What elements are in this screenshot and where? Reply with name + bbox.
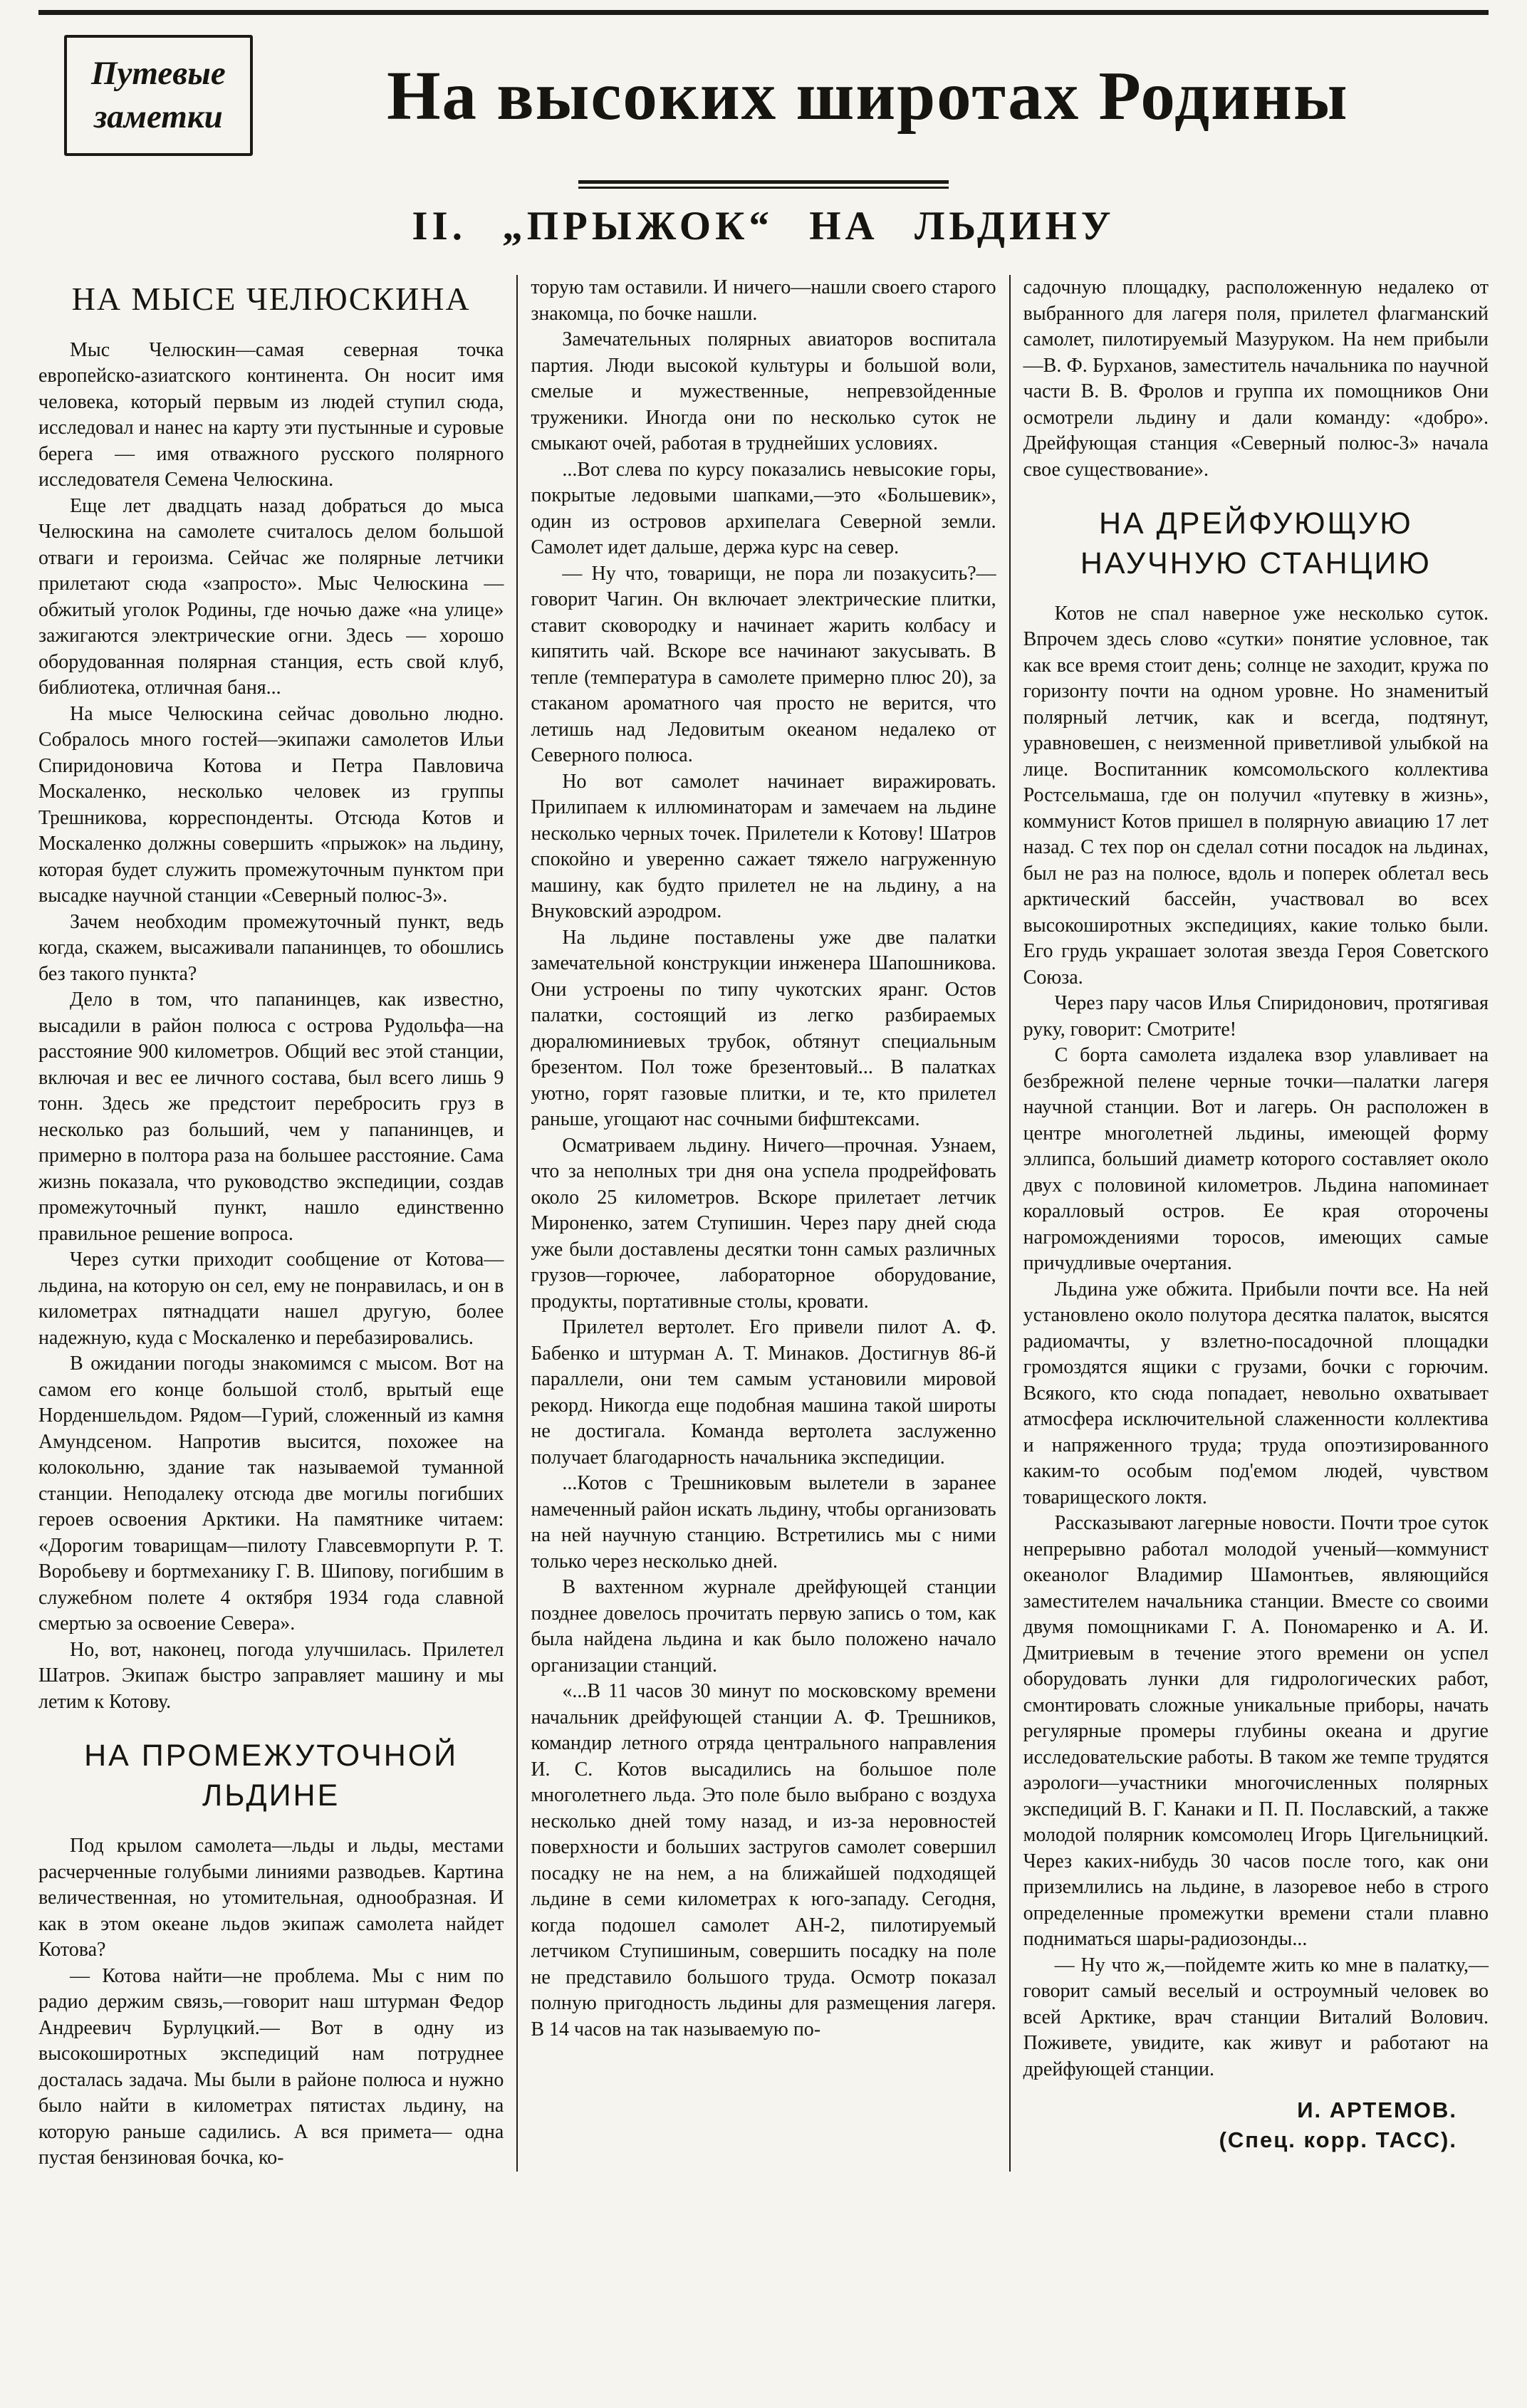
paragraph: — Ну что ж,—пойдемте жить ко мне в палатку,—говорит самый веселый и остроумный человек во всей Арктике, врач станции Виталий Волович. Поживете, увидите, как живут и работают на дрейфующей станции. [1023, 1954, 1489, 2080]
byline: И. АРТЕМОВ. [1297, 2097, 1457, 2123]
article-title: На высоких широтах Родины [387, 57, 1349, 134]
paragraph: садочную площадку, расположенную недалеко от выбранного для лагеря поля, прилетел флагманский самолет, пилотируемый Мазуруком. На нем прибыли—В. Ф. Бурханов, заместитель начальника по научной части В. В. Фролов и группа их помощников Они осмотрели льдину и дали команду: «добро». Дрейфующая станция «Северный полюс-3» начала свое существование». [1023, 276, 1489, 481]
paragraph: Через сутки приходит сообщение от Котова—льдина, на которую он сел, ему не понравилась, и он в километрах пятнадцати нашел другую, более надежную, куда с Москаленко и перебазировались. [38, 1249, 504, 1349]
paragraph: — Котова найти—не проблема. Мы с ним по радио держим связь,—говорит наш штурман Федор Андреевич Бурлуцкий.— Вот в одну из высокоширотных экспедиций нам потруднее досталась задача. Мы были в районе полюса и нужно было найти в километрах пятистах льдину, на которую раньше садились. А вся примета— одна пустая бензиновая бочка, ко- [38, 1964, 504, 2169]
paragraph: Зачем необходим промежуточный пункт, ведь когда, скажем, высаживали папанинцев, то обошлись без такого пункта? [38, 910, 504, 985]
paragraph: На льдине поставлены уже две палатки замечательной конструкции инженера Шапошникова. Они устроены по типу чукотских яранг. Остов палатки, состоящий из легко разбираемых дюралюминиевых трубок, обтянут специальным брезентом. Пол тоже брезентовый... В палатках уютно, горят газовые плитки, и те, кто прилетел раньше, угощают нас сочными бифштексами. [531, 926, 996, 1131]
kicker-line: заметки [93, 98, 223, 136]
paragraph: Но, вот, наконец, погода улучшилась. Прилетел Шатров. Экипаж быстро заправляет машину и мы летим к Котову. [38, 1638, 504, 1713]
paragraph: В вахтенном журнале дрейфующей станции позднее довелось прочитать первую запись о том, как была найдена льдина и как было положено начало организации станций. [531, 1576, 996, 1677]
paragraph: С борта самолета издалека взор улавливает на безбрежной пелене черные точки—палатки лагеря научной станции. Вот и лагерь. Он расположен в центре многолетней льдины, имеющей форму эллипса, больший диаметр которого составляет около двух с половиной километров. Льдина напоминает коралловый остров. Ее края оторочены нагромождениями торосов, имеющих самые причудливые очертания. [1023, 1044, 1489, 1275]
paragraph: В ожидании погоды знакомимся с мысом. Вот на самом его конце большой столб, врытый еще Норденшельдом. Рядом—Гурий, сложенный из камня Амундсеном. Напротив высится, похожее на колокольню, здание так называемой туманной станции. Неподалеку отсюда две могилы погибших героев освоения Арктики. На памятнике читаем: «Дорогим товарищам—пилоту Главсевморпути Р. Т. Воробьеву и бортмеханику Г. В. Шипову, погибшим в служебном полете 4 октября 1934 года славной смертью за освоение Севера». [38, 1352, 504, 1635]
column-1 [37, 275, 516, 2172]
paragraph: Рассказывают лагерные новости. Почти трое суток непрерывно работал молодой ученый—коммунист океанолог Владимир Шамонтьев, являющийся заместителем начальника станции. Вместе со своими двумя помощниками Г. А. Пономаренко и А. И. Дмитриевым в течение этого времени он успел оборудовать лунки для гидрологических работ, смонтировать сложные уникальные приборы, начать регулярные промеры глубины океана и другие исследовательские работы. В таком же темпе трудятся аэрологи—участники многочисленных полярных экспедиций В. Г. Канаки и П. П. Пославский, а также молодой полярник комсомолец Игорь Цигельницкий. Через каких-нибудь 30 часов после того, как они приземлились на льдине, в лазоревое небо в строго определенные промежутки времени стали плавно подниматься шары-радиозонды... [1023, 1512, 1489, 1951]
paragraph: Прилетел вертолет. Его привели пилот А. Ф. Бабенко и штурман А. Т. Минаков. Достигнув 86-й параллели, они тем самым установили мировой рекорд. Никогда еще подобная машина такой широты не достигала. Команда вертолета заслуженно получает благодарность начальника экспедиции. [531, 1316, 996, 1469]
paragraph: Замечательных полярных авиаторов воспитала партия. Люди высокой культуры и большой воли, смелые и мужественные, непревзойденные труженики. Иногда они по несколько суток не смыкают очей, работая в труднейших условиях. [531, 328, 996, 455]
column-2 [516, 275, 1009, 2172]
paragraph: торую там оставили. И ничего—нашли своего старого знакомца, по бочке нашли. [531, 276, 996, 325]
section-heading: НА ПРОМЕЖУТОЧНОЙ ЛЬДИНЕ [84, 1739, 459, 1813]
paragraph: — Ну что, товарищи, не пора ли позакусить?—говорит Чагин. Он включает электрические плитки, ставит сковородку и начинает жарить колбасу и кипятить чай. Вскоре все начинают закусывать. В тепле (температура в самолете примерно плюс 20), за стаканом ароматного чая просто не верится, что летишь над Ледовитым океаном недалеко от Северного полюса. [531, 562, 996, 767]
section-heading: НА МЫСЕ ЧЕЛЮСКИНА [71, 281, 471, 318]
top-rule [38, 10, 1489, 15]
masthead [37, 35, 1490, 249]
section-heading: НА ДРЕЙФУЮЩУЮ НАУЧНУЮ СТАНЦИЮ [1080, 506, 1432, 581]
paragraph: Мыс Челюскин—самая северная точка европейско-азиатского континента. Он носит имя человека, который первым из людей ступил сюда, исследовал и нанес на карту эти пустынные и суровые берега — имя отважного русского полярного исследователя Семена Челюскина. [38, 338, 504, 491]
column-3 [1009, 275, 1490, 2172]
article-body [37, 275, 1490, 2172]
paragraph: Осматриваем льдину. Ничего—прочная. Узнаем, что за неполных три дня она успела продрейфовать около 25 километров. Вскоре прилетает летчик Мироненко, затем Ступишин. Через пару дней сюда уже были доставлены десятки тонн самых различных грузов—горючее, лабораторное оборудование, продукты, портативные столы, кровати. [531, 1134, 996, 1313]
paragraph: ...Котов с Трешниковым вылетели в заранее намеченный район искать льдину, чтобы организовать на ней научную станцию. Встретились мы с ними только через несколько дней. [531, 1472, 996, 1573]
paragraph: «...В 11 часов 30 минут по московскому времени начальник дрейфующей станции А. Ф. Трешников, командир летного отряда центрального направления И. С. Котов высадились на большое поле многолетнего льда. Это поле было выбрано с воздуха несколько дней тому назад, и из-за неровностей поверхности и больших застругов самолет совершил посадку не на нем, а на ближайшей подходящей льдине в семи километрах к юго-западу. Сегодня, когда подошел самолет АН-2, пилотируемый летчиком Ступишиным, совершить посадку на поле не представило большого труда. Осмотр показал полную пригодность льдины для размещения лагеря. В 14 часов на так называемую по- [531, 1680, 996, 2040]
byline: (Спец. корр. ТАСС). [1219, 2127, 1457, 2153]
subtitle-block [37, 180, 1490, 249]
paragraph: Льдина уже обжита. Прибыли почти все. На ней установлено около полутора десятка палаток, высятся радиомачты, у взлетно-посадочной площадки громоздятся ящики с грузами, бочки с горючим. Всякого, кто сюда попадает, невольно охватывает атмосфера исключительной слаженности коллектива и напряженного труда; труда опоэтизированного каким-то особым под'емом людей, чувством товарищеского локтя. [1023, 1278, 1489, 1508]
paragraph: ...Вот слева по курсу показались невысокие горы, покрытые ледовыми шапками,—это «Большевик», один из островов архипелага Северной земли. Самолет идет дальше, держа курс на север. [531, 458, 996, 559]
kicker-box [64, 35, 253, 156]
paragraph: Через пару часов Илья Спиридонович, протягивая руку, говорит: Смотрите! [1023, 992, 1489, 1041]
divider-rule [578, 180, 949, 189]
kicker-line: Путевые [91, 55, 226, 92]
paragraph: Еще лет двадцать назад добраться до мыса Челюскина на самолете считалось делом большой отваги и героизма. Сейчас же полярные летчики прилетают сюда «запросто». Мыс Челюскина — обжитый уголок Родины, где ночью даже «на улице» зажигаются электрические огни. Здесь — хорошо оборудованная полярная станция, есть свой клуб, библиотека, отличная баня... [38, 494, 504, 699]
paragraph: Под крылом самолета—льды и льды, местами расчерченные голубыми линиями разводьев. Картина величественная, но утомительная, однообразная. И как в этом океане льдов экипаж самолета найдет Котова? [38, 1835, 504, 1961]
paragraph: Дело в том, что папанинцев, как известно, высадили в район полюса с острова Рудольфа—на расстояние 900 километров. Общий вес этой станции, включая и вес ее личного состава, был всего лишь 9 тонн. Здесь же предстоит перебросить груз в несколько раз больший, чем у папанинцев, и примерно в полтора раза на большее расстояние. Сама жизнь показала, что руководство экспедиции, создав промежуточный пункт, нашло единственно правильное решение вопроса. [38, 989, 504, 1245]
paragraph: Но вот самолет начинает виражировать. Прилипаем к иллюминаторам и замечаем на льдине несколько черных точек. Прилетели к Котову! Шатров спокойно и уверенно сажает тяжело нагруженную машину, как будто прилетел не на льдину, а на Внуковский аэродром. [531, 770, 996, 923]
article-subtitle: II. „ПРЫЖОК“ НА ЛЬДИНУ [412, 204, 1115, 249]
paragraph: На мысе Челюскина сейчас довольно людно. Собралось много гостей—экипажи самолетов Ильи Спиридоновича Котова и Петра Павловича Москаленко, несколько человек из группы Трешникова, корреспонденты. Отсюда Котов и Москаленко должны совершить «прыжок» на льдину, которая будет служить промежуточным пунктом при высадке научной станции «Северный полюс-3». [38, 702, 504, 907]
paragraph: Котов не спал наверное уже несколько суток. Впрочем здесь слово «сутки» понятие условное, так как все время стоит день; солнце не заходит, кружа по горизонту почти на одном уровне. Но знаменитый полярный летчик, как и всегда, подтянут, уравновешен, с неизменной приветливой улыбкой на лице. Воспитанник комсомольского коллектива Ростсельмаша, где он получил «путевку в жизнь», коммунист Котов пришел в полярную авиацию 17 лет назад. С тех пор он сделал сотни посадок на льдинах, был не раз на полюсе, вдоль и поперек облетал весь арктический бассейн, участвовал во всех высокоширотных экспедициях, какие только были. Его грудь украшает золотая звезда Героя Советского Союза. [1023, 602, 1489, 989]
